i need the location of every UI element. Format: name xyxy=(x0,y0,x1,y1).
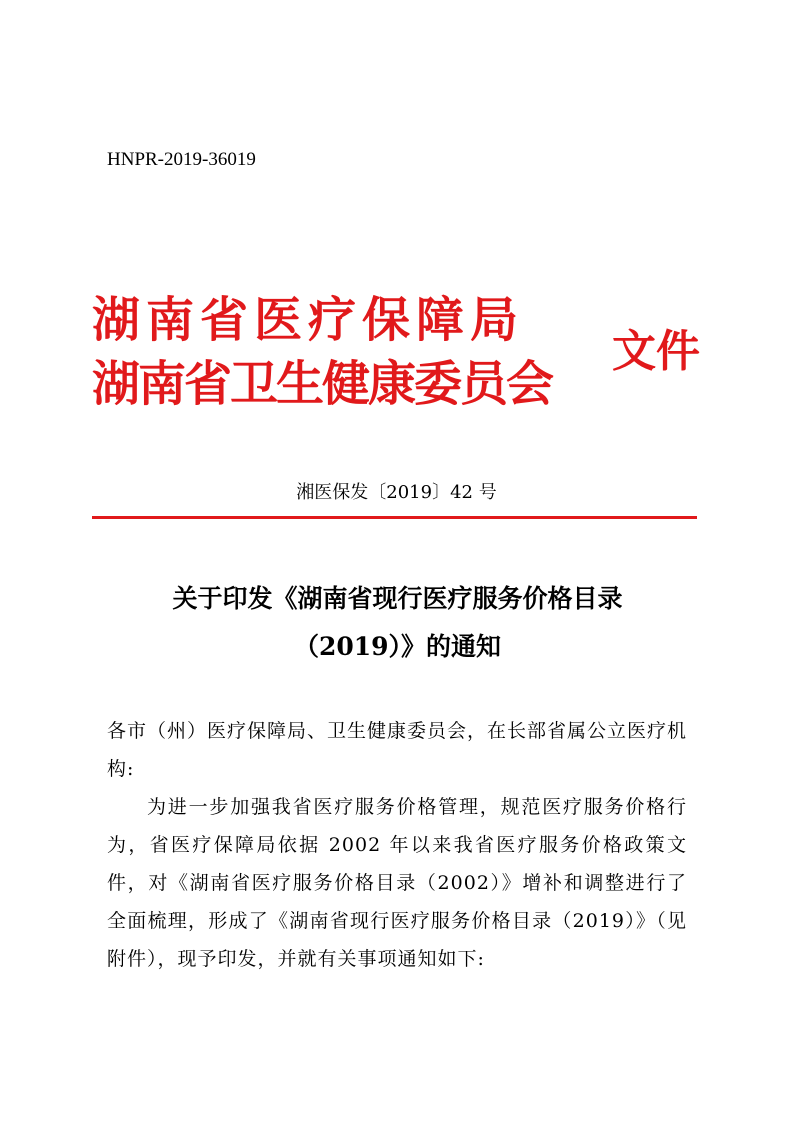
title-line-2: （2019）》的通知 xyxy=(293,632,502,661)
title-line-1: 关于印发《湖南省现行医疗服务价格目录 xyxy=(172,584,623,613)
body-text xyxy=(107,712,687,978)
issuer-header xyxy=(92,284,722,424)
red-divider xyxy=(92,516,697,519)
document-number: 湘医保发〔2019〕42 号 xyxy=(296,482,497,503)
salutation: 各市（州）医疗保障局、卫生健康委员会，在长部省属公立医疗机构: xyxy=(107,720,688,780)
issuer-line-2: 湖南省卫生健康委员会 xyxy=(92,356,553,412)
document-id: HNPR-2019-36019 xyxy=(107,149,256,170)
issuer-line-1: 湖南省医疗保障局 xyxy=(92,292,525,348)
paragraph-1: 为进一步加强我省医疗服务价格管理，规范医疗服务价格行为，省医疗保障局依据 2002 年以来我省医疗服务价格政策文件，对《湖南省医疗服务价格目录（2002）》增补和调整进行了全面梳理，形成了《湖南省现行医疗服务价格目录（2019）》（见附件），现予印发，并就有关事项通知如下: xyxy=(107,796,687,970)
issuer-suffix: 文件 xyxy=(612,326,700,377)
